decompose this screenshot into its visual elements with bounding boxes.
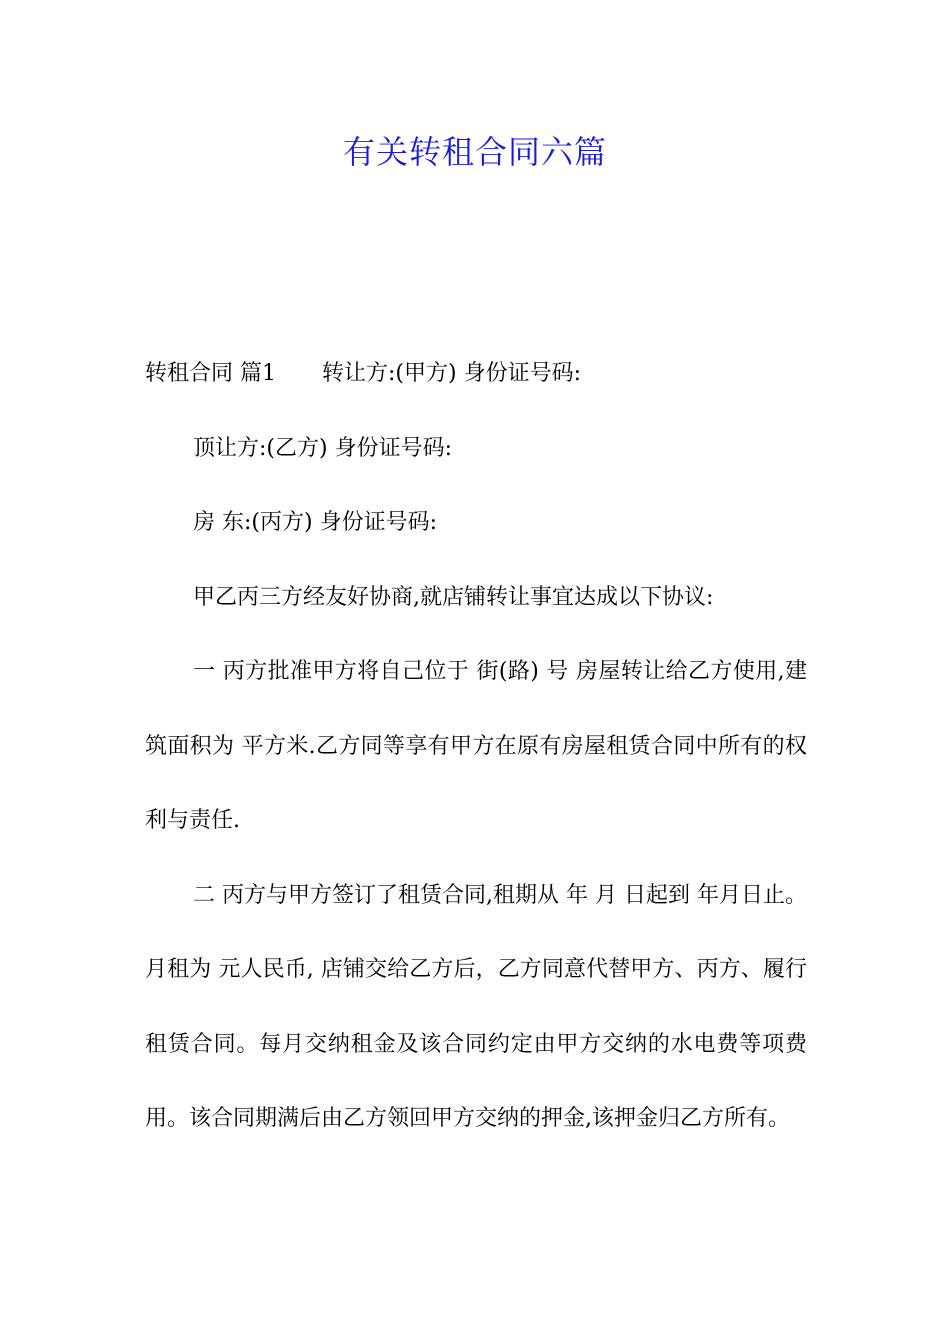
document-title: 有关转租合同六篇 [342,133,607,171]
paragraph-clause-1: 一 丙方批准甲方将自己位于 街(路) 号 房屋转让给乙方使用,建筑面积为 平方米.乙方同等享有甲方在原有房屋租赁合同中所有的权利与责任. [145,659,807,833]
document-body [145,337,807,1157]
transferor-line: 转让方:(甲方) 身份证号码: [322,361,581,386]
paragraph-transferee: 顶让方:(乙方) 身份证号码: [193,435,452,461]
first-line [145,337,807,412]
section-heading: 转租合同 篇1 [145,361,276,386]
paragraph-landlord: 房 东:(丙方) 身份证号码: [193,510,437,535]
paragraph-clause-2: 二 丙方与甲方签订了租赁合同,租期从 年 月 日起到 年月日止。月租为 元人民币, 店铺交给乙方后，乙方同意代替甲方、丙方、履行租赁合同。每月交纳租金及该合同约定由甲方交纳的水电费等项费用。该合同期满后由乙方领回甲方交纳的押金,该押金归乙方所有。 [145,882,807,1131]
paragraph-agreement-intro: 甲乙丙三方经友好协商,就店铺转让事宜达成以下协议: [193,584,714,610]
